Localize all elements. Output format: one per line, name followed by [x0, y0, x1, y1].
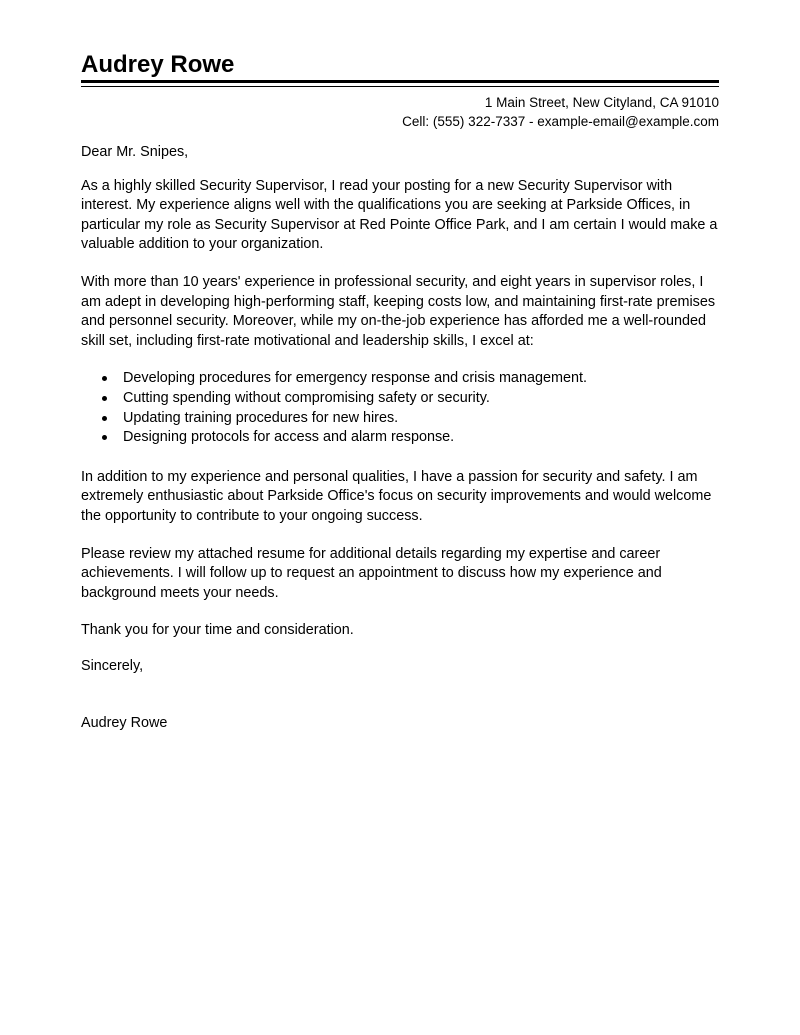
bullet-icon [102, 435, 107, 440]
applicant-name: Audrey Rowe [81, 51, 235, 78]
list-item [81, 409, 721, 429]
bullet-icon [102, 376, 107, 381]
header-rule-thick [81, 80, 719, 83]
bullet-icon [102, 396, 107, 401]
bullet-icon [102, 416, 107, 421]
letter-body [81, 143, 721, 734]
paragraph-intro: As a highly skilled Security Supervisor, I read your posting for a new Security Supervisor with interest. My experience aligns well with the qualifications you are seeking at Parkside Offices, in particular my role as Security Supervisor at Red Pointe Office Park, and I am certain I would make a valuable addition to your organization. [81, 177, 718, 253]
closing-line: Sincerely, [81, 657, 144, 674]
list-item-text: Developing procedures for emergency response and crisis management. [123, 370, 587, 387]
list-item [81, 389, 721, 409]
salutation: Dear Mr. Snipes, [81, 144, 189, 160]
address-line: 1 Main Street, New Cityland, CA 91010 [484, 95, 719, 110]
paragraph-passion: In addition to my experience and personal qualities, I have a passion for security and safety. I am extremely enthusiastic about Parkside Office's focus on security improvements and would welcome the opportunity to contribute to your ongoing success. [81, 468, 712, 524]
list-item [81, 369, 721, 389]
header-rule-thin [81, 86, 719, 87]
list-item-text: Cutting spending without compromising safety or security. [123, 389, 490, 406]
paragraph-experience: With more than 10 years' experience in professional security, and eight years in supervisor roles, I am adept in developing high-performing staff, keeping costs low, and maintaining first-rate premises and personnel security. Moreover, while my on-the-job experience has afforded me a well-rounded skill set, including first-rate motivational and leadership skills, I excel at: [81, 273, 716, 349]
list-item-text: Designing protocols for access and alarm response. [123, 429, 455, 446]
list-item [81, 428, 721, 448]
phone-email-line: Cell: (555) 322-7337 - example-email@example.com [402, 114, 719, 129]
thanks-line: Thank you for your time and consideration. [81, 622, 354, 639]
signature-name: Audrey Rowe [81, 715, 168, 732]
contact-block [402, 93, 719, 131]
skills-list [81, 369, 721, 447]
paragraph-followup: Please review my attached resume for additional details regarding my expertise and career achievements. I will follow up to request an appointment to discuss how my experience and background meets your needs. [81, 545, 662, 601]
list-item-text: Updating training procedures for new hires. [123, 409, 399, 426]
